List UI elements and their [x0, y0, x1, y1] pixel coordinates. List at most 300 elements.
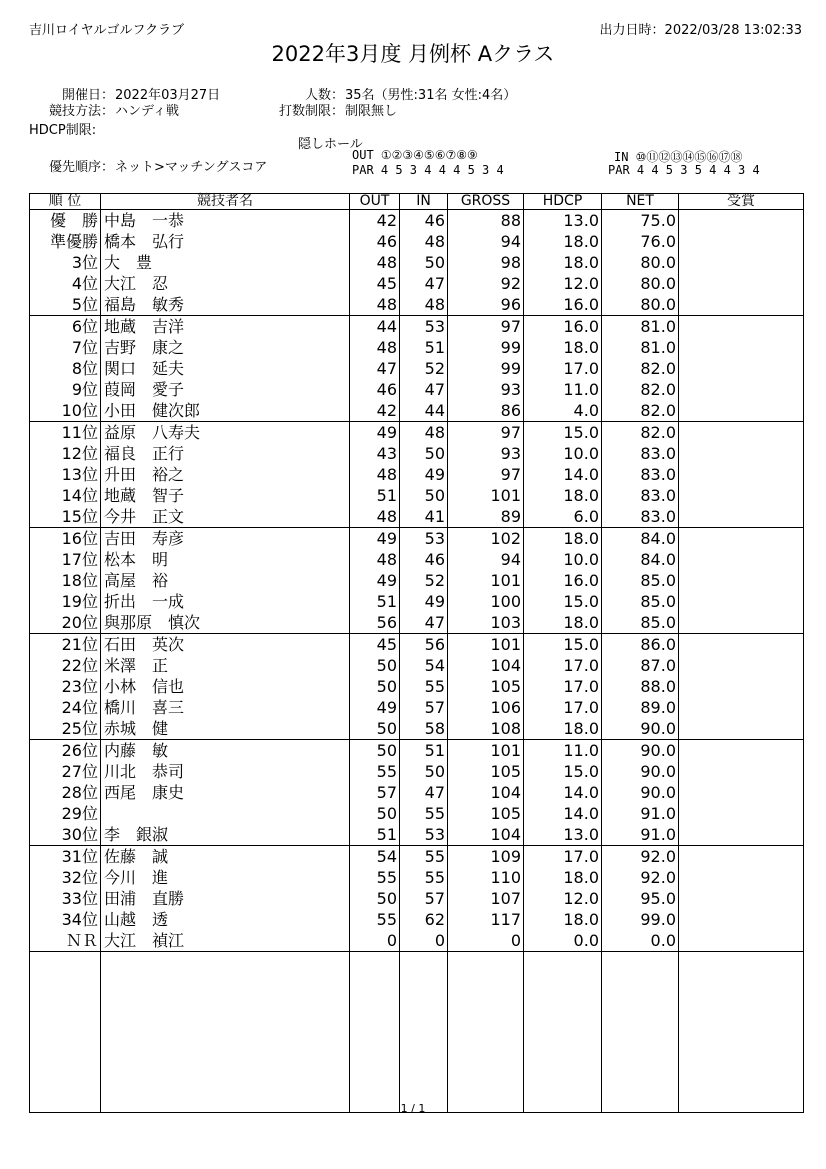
cell-rank: 18位	[30, 570, 101, 591]
cell-rank: 29位	[30, 803, 101, 824]
cell-out: 50	[350, 888, 400, 909]
cell-out: 48	[350, 506, 400, 528]
cell-hdcp: 16.0	[524, 294, 602, 316]
cell-hdcp: 18.0	[524, 909, 602, 930]
cell-in: 47	[400, 273, 448, 294]
date-label: 開催日：	[61, 88, 114, 103]
cell-net: 92.0	[602, 867, 679, 888]
table-row	[30, 294, 804, 316]
table-row	[30, 761, 804, 782]
cell-net: 82.0	[602, 400, 679, 422]
table-row	[30, 506, 804, 528]
cell-gross: 104	[448, 824, 524, 846]
cell-hdcp: 15.0	[524, 634, 602, 656]
table-row	[30, 528, 804, 550]
cell-award	[679, 909, 804, 930]
cell-hdcp: 17.0	[524, 697, 602, 718]
priority-label: 優先順序：	[48, 160, 114, 175]
cell-name: 石田 英次	[101, 634, 350, 656]
cell-name: 地蔵 吉洋	[101, 316, 350, 338]
cell-name: 吉田 寿彦	[101, 528, 350, 550]
table-row	[30, 231, 804, 252]
cell-rank: 17位	[30, 549, 101, 570]
cell-hdcp: 17.0	[524, 676, 602, 697]
cell-out: 46	[350, 379, 400, 400]
cell-rank: 13位	[30, 464, 101, 485]
cell-rank: 8位	[30, 358, 101, 379]
cell-net: 84.0	[602, 549, 679, 570]
cell-rank: 優 勝	[30, 210, 101, 232]
table-row	[30, 210, 804, 232]
col-award: 受賞	[679, 194, 804, 210]
cell-net: 80.0	[602, 252, 679, 273]
cell-net: 75.0	[602, 210, 679, 232]
table-row	[30, 400, 804, 422]
cell-in: 55	[400, 867, 448, 888]
hidden-holes-label: 隠しホール	[298, 137, 363, 152]
cell-out: 48	[350, 252, 400, 273]
cell-out: 57	[350, 782, 400, 803]
club-name: 吉川ロイヤルゴルフクラブ	[29, 23, 185, 38]
cell-gross: 101	[448, 634, 524, 656]
table-row	[30, 888, 804, 909]
cell-rank: 12位	[30, 443, 101, 464]
cell-out: 55	[350, 867, 400, 888]
cell-name: 福島 敏秀	[101, 294, 350, 316]
cell-in: 50	[400, 443, 448, 464]
cell-award	[679, 443, 804, 464]
in-holes: IN ⑩⑪⑫⑬⑭⑮⑯⑰⑱	[614, 150, 743, 164]
cell-net: 90.0	[602, 718, 679, 740]
cell-award	[679, 867, 804, 888]
cell-in: 41	[400, 506, 448, 528]
cell-out: 47	[350, 358, 400, 379]
header-row	[30, 194, 804, 210]
cell-award	[679, 464, 804, 485]
cell-rank: 20位	[30, 612, 101, 634]
cell-name: 中島 一恭	[101, 210, 350, 232]
cell-hdcp: 18.0	[524, 485, 602, 506]
cell-hdcp: 6.0	[524, 506, 602, 528]
cell-name: 松本 明	[101, 549, 350, 570]
cell-gross: 101	[448, 740, 524, 762]
cell-hdcp: 10.0	[524, 443, 602, 464]
cell-rank: 30位	[30, 824, 101, 846]
empty-cell	[524, 952, 602, 1113]
cell-hdcp: 16.0	[524, 570, 602, 591]
cell-award	[679, 528, 804, 550]
cell-in: 49	[400, 464, 448, 485]
cell-name: 地蔵 智子	[101, 485, 350, 506]
stroke-limit-label: 打数制限：	[278, 104, 344, 119]
printed-datetime	[600, 19, 802, 38]
cell-out: 49	[350, 528, 400, 550]
cell-gross: 117	[448, 909, 524, 930]
col-net: NET	[602, 194, 679, 210]
cell-name	[101, 803, 350, 824]
cell-hdcp: 0.0	[524, 930, 602, 952]
cell-hdcp: 18.0	[524, 252, 602, 273]
cell-award	[679, 846, 804, 868]
cell-hdcp: 17.0	[524, 655, 602, 676]
cell-out: 55	[350, 761, 400, 782]
cell-net: 83.0	[602, 506, 679, 528]
cell-name: 関口 延夫	[101, 358, 350, 379]
cell-rank: 26位	[30, 740, 101, 762]
cell-name: 李 銀淑	[101, 824, 350, 846]
out-holes: OUT ①②③④⑤⑥⑦⑧⑨	[352, 148, 478, 162]
col-hdcp: HDCP	[524, 194, 602, 210]
cell-award	[679, 612, 804, 634]
table-row	[30, 464, 804, 485]
cell-award	[679, 718, 804, 740]
cell-in: 55	[400, 803, 448, 824]
table-row	[30, 676, 804, 697]
cell-hdcp: 18.0	[524, 867, 602, 888]
cell-in: 62	[400, 909, 448, 930]
cell-in: 46	[400, 549, 448, 570]
cell-in: 56	[400, 634, 448, 656]
cell-name: 大江 禎江	[101, 930, 350, 952]
table-row	[30, 909, 804, 930]
cell-gross: 0	[448, 930, 524, 952]
cell-rank: 21位	[30, 634, 101, 656]
cell-out: 50	[350, 740, 400, 762]
table-row	[30, 316, 804, 338]
cell-net: 83.0	[602, 443, 679, 464]
cell-in: 0	[400, 930, 448, 952]
cell-rank: 28位	[30, 782, 101, 803]
cell-net: 83.0	[602, 464, 679, 485]
cell-rank: 14位	[30, 485, 101, 506]
cell-gross: 97	[448, 464, 524, 485]
cell-award	[679, 485, 804, 506]
players-label: 人数：	[304, 88, 344, 103]
cell-name: 益原 八寿夫	[101, 422, 350, 444]
stroke-limit-value: 制限無し	[345, 104, 398, 119]
cell-gross: 101	[448, 485, 524, 506]
cell-net: 90.0	[602, 782, 679, 803]
cell-out: 45	[350, 273, 400, 294]
cell-gross: 92	[448, 273, 524, 294]
cell-rank: 7位	[30, 337, 101, 358]
cell-in: 49	[400, 591, 448, 612]
cell-rank: 27位	[30, 761, 101, 782]
cell-hdcp: 15.0	[524, 422, 602, 444]
cell-net: 99.0	[602, 909, 679, 930]
method-value: ハンディ戦	[115, 104, 179, 119]
cell-hdcp: 18.0	[524, 528, 602, 550]
cell-award	[679, 888, 804, 909]
cell-rank: 25位	[30, 718, 101, 740]
cell-hdcp: 10.0	[524, 549, 602, 570]
cell-gross: 107	[448, 888, 524, 909]
cell-hdcp: 12.0	[524, 273, 602, 294]
cell-gross: 103	[448, 612, 524, 634]
cell-in: 47	[400, 612, 448, 634]
cell-award	[679, 930, 804, 952]
cell-award	[679, 634, 804, 656]
cell-hdcp: 18.0	[524, 612, 602, 634]
cell-award	[679, 337, 804, 358]
cell-name: 升田 裕之	[101, 464, 350, 485]
cell-award	[679, 676, 804, 697]
cell-gross: 97	[448, 422, 524, 444]
empty-cell	[101, 952, 350, 1113]
table-row	[30, 612, 804, 634]
out-par: PAR 4 5 3 4 4 4 5 3 4	[352, 163, 504, 177]
cell-out: 50	[350, 718, 400, 740]
cell-gross: 98	[448, 252, 524, 273]
cell-rank: 6位	[30, 316, 101, 338]
cell-out: 50	[350, 655, 400, 676]
cell-award	[679, 294, 804, 316]
cell-net: 81.0	[602, 337, 679, 358]
cell-out: 50	[350, 803, 400, 824]
cell-hdcp: 13.0	[524, 210, 602, 232]
cell-gross: 105	[448, 761, 524, 782]
cell-award	[679, 316, 804, 338]
col-in: IN	[400, 194, 448, 210]
cell-rank: 9位	[30, 379, 101, 400]
table-row	[30, 422, 804, 444]
cell-hdcp: 15.0	[524, 591, 602, 612]
cell-name: 大 豊	[101, 252, 350, 273]
table-row	[30, 697, 804, 718]
cell-net: 92.0	[602, 846, 679, 868]
cell-gross: 86	[448, 400, 524, 422]
cell-in: 53	[400, 528, 448, 550]
cell-out: 50	[350, 676, 400, 697]
table-row	[30, 782, 804, 803]
cell-award	[679, 803, 804, 824]
cell-in: 48	[400, 422, 448, 444]
cell-gross: 104	[448, 782, 524, 803]
cell-in: 53	[400, 316, 448, 338]
cell-net: 82.0	[602, 379, 679, 400]
cell-rank: 11位	[30, 422, 101, 444]
cell-award	[679, 252, 804, 273]
cell-award	[679, 506, 804, 528]
results-table	[29, 193, 804, 1113]
cell-gross: 93	[448, 379, 524, 400]
cell-gross: 99	[448, 337, 524, 358]
cell-award	[679, 740, 804, 762]
cell-award	[679, 358, 804, 379]
cell-hdcp: 17.0	[524, 358, 602, 379]
cell-out: 54	[350, 846, 400, 868]
empty-cell	[448, 952, 524, 1113]
cell-in: 54	[400, 655, 448, 676]
cell-out: 48	[350, 464, 400, 485]
cell-rank: 23位	[30, 676, 101, 697]
cell-in: 51	[400, 740, 448, 762]
cell-rank: 10位	[30, 400, 101, 422]
cell-gross: 106	[448, 697, 524, 718]
cell-in: 57	[400, 888, 448, 909]
cell-gross: 100	[448, 591, 524, 612]
cell-out: 48	[350, 294, 400, 316]
cell-net: 89.0	[602, 697, 679, 718]
cell-gross: 89	[448, 506, 524, 528]
priority-value: ネット>マッチングスコア	[115, 160, 268, 175]
hdcp-limit-label: HDCP制限:	[29, 123, 97, 138]
cell-gross: 104	[448, 655, 524, 676]
cell-gross: 93	[448, 443, 524, 464]
cell-gross: 88	[448, 210, 524, 232]
cell-name: 山越 透	[101, 909, 350, 930]
cell-out: 49	[350, 422, 400, 444]
cell-net: 91.0	[602, 803, 679, 824]
table-row	[30, 252, 804, 273]
cell-name: 田浦 直勝	[101, 888, 350, 909]
cell-in: 51	[400, 337, 448, 358]
empty-cell	[400, 952, 448, 1113]
cell-award	[679, 570, 804, 591]
cell-net: 88.0	[602, 676, 679, 697]
cell-out: 0	[350, 930, 400, 952]
cell-gross: 101	[448, 570, 524, 591]
cell-out: 51	[350, 591, 400, 612]
cell-net: 85.0	[602, 612, 679, 634]
cell-hdcp: 17.0	[524, 846, 602, 868]
cell-hdcp: 18.0	[524, 718, 602, 740]
table-row	[30, 273, 804, 294]
cell-name: 吉野 康之	[101, 337, 350, 358]
col-gross: GROSS	[448, 194, 524, 210]
cell-hdcp: 16.0	[524, 316, 602, 338]
empty-cell	[679, 952, 804, 1113]
cell-hdcp: 15.0	[524, 761, 602, 782]
cell-net: 87.0	[602, 655, 679, 676]
table-row	[30, 634, 804, 656]
empty-row	[30, 952, 804, 1113]
cell-gross: 94	[448, 231, 524, 252]
printed-label: 出力日時：	[599, 23, 665, 38]
cell-net: 91.0	[602, 824, 679, 846]
cell-hdcp: 14.0	[524, 464, 602, 485]
cell-name: 葭岡 愛子	[101, 379, 350, 400]
cell-award	[679, 549, 804, 570]
cell-in: 47	[400, 782, 448, 803]
cell-rank: 34位	[30, 909, 101, 930]
cell-out: 46	[350, 231, 400, 252]
cell-name: 佐藤 誠	[101, 846, 350, 868]
cell-net: 81.0	[602, 316, 679, 338]
table-row	[30, 591, 804, 612]
empty-cell	[602, 952, 679, 1113]
page-number: 1 / 1	[400, 1102, 426, 1115]
cell-hdcp: 13.0	[524, 824, 602, 846]
table-row	[30, 358, 804, 379]
cell-in: 48	[400, 231, 448, 252]
cell-gross: 97	[448, 316, 524, 338]
cell-name: 與那原 慎次	[101, 612, 350, 634]
cell-out: 43	[350, 443, 400, 464]
cell-rank: 24位	[30, 697, 101, 718]
cell-award	[679, 697, 804, 718]
cell-hdcp: 18.0	[524, 231, 602, 252]
cell-out: 51	[350, 485, 400, 506]
cell-award	[679, 782, 804, 803]
cell-in: 44	[400, 400, 448, 422]
cell-out: 56	[350, 612, 400, 634]
cell-gross: 105	[448, 803, 524, 824]
cell-award	[679, 422, 804, 444]
cell-out: 42	[350, 400, 400, 422]
cell-name: 今井 正文	[101, 506, 350, 528]
cell-in: 58	[400, 718, 448, 740]
cell-in: 52	[400, 358, 448, 379]
cell-hdcp: 14.0	[524, 803, 602, 824]
cell-gross: 94	[448, 549, 524, 570]
cell-award	[679, 824, 804, 846]
method-label: 競技方法：	[48, 104, 114, 119]
cell-name: 高屋 裕	[101, 570, 350, 591]
cell-in: 50	[400, 252, 448, 273]
cell-name: 今川 進	[101, 867, 350, 888]
table-row	[30, 485, 804, 506]
cell-net: 90.0	[602, 740, 679, 762]
cell-out: 55	[350, 909, 400, 930]
cell-in: 47	[400, 379, 448, 400]
col-out: OUT	[350, 194, 400, 210]
cell-in: 48	[400, 294, 448, 316]
cell-net: 82.0	[602, 358, 679, 379]
col-rank: 順 位	[30, 194, 101, 210]
cell-rank: 3位	[30, 252, 101, 273]
cell-out: 42	[350, 210, 400, 232]
cell-in: 53	[400, 824, 448, 846]
cell-net: 82.0	[602, 422, 679, 444]
cell-hdcp: 18.0	[524, 337, 602, 358]
table-row	[30, 824, 804, 846]
cell-name: 米澤 正	[101, 655, 350, 676]
cell-award	[679, 231, 804, 252]
cell-in: 52	[400, 570, 448, 591]
cell-name: 大江 忍	[101, 273, 350, 294]
cell-out: 48	[350, 337, 400, 358]
empty-cell	[30, 952, 101, 1113]
cell-hdcp: 11.0	[524, 379, 602, 400]
cell-in: 50	[400, 761, 448, 782]
cell-name: 小林 信也	[101, 676, 350, 697]
cell-award	[679, 210, 804, 232]
col-name: 競技者名	[101, 194, 350, 210]
table-row	[30, 655, 804, 676]
table-row	[30, 930, 804, 952]
cell-in: 55	[400, 676, 448, 697]
cell-out: 45	[350, 634, 400, 656]
cell-net: 90.0	[602, 761, 679, 782]
cell-hdcp: 12.0	[524, 888, 602, 909]
cell-hdcp: 14.0	[524, 782, 602, 803]
cell-name: 橋本 弘行	[101, 231, 350, 252]
cell-name: 折出 一成	[101, 591, 350, 612]
cell-hdcp: 11.0	[524, 740, 602, 762]
cell-gross: 105	[448, 676, 524, 697]
cell-rank: 33位	[30, 888, 101, 909]
table-row	[30, 846, 804, 868]
cell-net: 76.0	[602, 231, 679, 252]
cell-rank: 32位	[30, 867, 101, 888]
cell-net: 85.0	[602, 591, 679, 612]
table-row	[30, 549, 804, 570]
cell-hdcp: 4.0	[524, 400, 602, 422]
cell-out: 44	[350, 316, 400, 338]
cell-out: 49	[350, 697, 400, 718]
cell-award	[679, 400, 804, 422]
